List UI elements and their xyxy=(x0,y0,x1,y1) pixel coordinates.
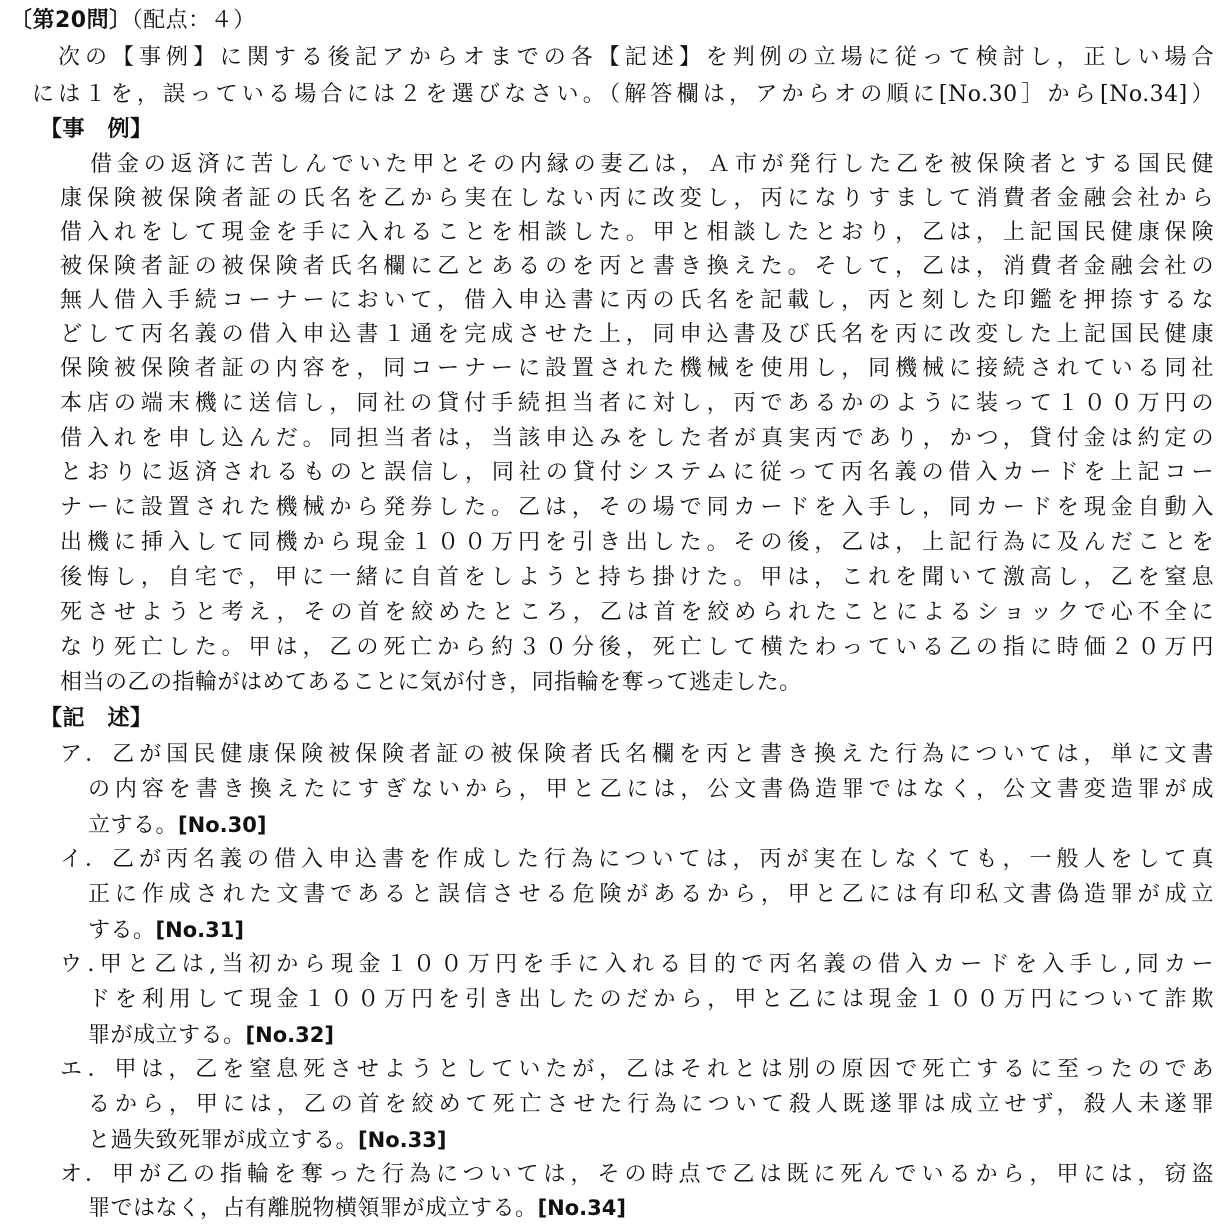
statement-a-line-1: ア．乙が国民健康保険被保険者証の被保険者氏名欄を丙と書き換えた行為については，単に文書 xyxy=(60,742,1214,767)
statement-i-line-1: イ．乙が丙名義の借入申込書を作成した行為については，丙が実在しなくても，一般人をして真 xyxy=(60,847,1214,872)
case-line-6: どして丙名義の借入申込書１通を完成させた上，同申込書及び氏名を丙に改変した上記国民健康 xyxy=(60,322,1214,347)
statements-heading: 【記 述】 xyxy=(40,706,153,731)
statement-u-text-end: 罪が成立する。 xyxy=(88,1023,246,1048)
instruction-line-1: 次の【事例】に関する後記アからオまでの各【記述】を判例の立場に従って検討し，正しい場合 xyxy=(58,45,1214,70)
case-line-12: 出機に挿入して同機から現金１００万円を引き出した。その後，乙は，上記行為に及んだことを xyxy=(60,530,1214,555)
statement-o-line-2 xyxy=(88,1193,626,1224)
case-line-13: 後悔し，自宅で，甲に一緒に自首をしようと持ち掛けた。甲は，これを聞いて激高し，乙を窒息 xyxy=(60,565,1214,590)
statement-o-line-1: オ．甲が乙の指輪を奪った行為については，その時点で乙は既に死んでいるから，甲には，窃盗 xyxy=(60,1162,1214,1187)
case-line-16: 相当の乙の指輪がはめてあることに気が付き，同指輪を奪って逃走した。 xyxy=(60,670,802,695)
case-line-11: ナーに設置された機械から発券した。乙は，その場で同カードを入手し，同カードを現金自動入 xyxy=(60,495,1214,520)
statement-e-line-3 xyxy=(88,1125,446,1156)
statement-i-text-end: する。 xyxy=(88,918,156,943)
statement-o-text-end: 罪ではなく，占有離脱物横領罪が成立する。 xyxy=(88,1196,538,1221)
statement-e-text-end: と過失致死罪が成立する。 xyxy=(88,1128,359,1153)
statement-e-line-2: るから，甲には，乙の首を絞めて死亡させた行為について殺人既遂罪は成立せず，殺人未遂罪 xyxy=(88,1092,1214,1117)
question-label: 〔第20問〕 xyxy=(10,8,132,33)
statement-u-line-2: ドを利用して現金１００万円を引き出したのだから，甲と乙には現金１００万円について詐欺 xyxy=(88,987,1214,1012)
case-line-4: 被保険者証の被保険者氏名欄に乙とあるのを丙と書き換えた。そして，乙は，消費者金融会社の xyxy=(60,254,1214,279)
statement-i-line-3 xyxy=(88,915,244,946)
case-heading: 【事 例】 xyxy=(40,117,153,142)
statement-u-line-1: ウ.甲と乙は,当初から現金１００万円を手に入れる目的で丙名義の借入カードを入手し,同カー xyxy=(60,952,1214,977)
answer-number-32: [No.32] xyxy=(245,1023,334,1047)
case-line-1: 借金の返済に苦しんでいた甲とその内縁の妻乙は，Ａ市が発行した乙を被保険者とする国民健 xyxy=(90,152,1214,177)
case-line-10: とおりに返済されるものと誤信し，同社の貸付システムに従って丙名義の借入カードを上記コー xyxy=(60,460,1214,485)
answer-number-34: [No.34] xyxy=(537,1196,626,1220)
statement-a-line-3 xyxy=(88,810,266,841)
case-line-8: 本店の端末機に送信し，同社の貸付手続担当者に対し，丙であるかのように装って１００万円の xyxy=(60,391,1214,416)
case-line-5: 無人借入手続コーナーにおいて，借入申込書に丙の氏名を記載し，丙と刻した印鑑を押捺するな xyxy=(60,288,1214,313)
question-header xyxy=(10,6,256,36)
question-points: （配点：４） xyxy=(131,8,256,33)
statement-u-line-3 xyxy=(88,1020,334,1051)
statement-e-line-1: エ．甲は，乙を窒息死させようとしていたが，乙はそれとは別の原因で死亡するに至ったのであ xyxy=(60,1057,1214,1082)
case-line-9: 借入れを申し込んだ。同担当者は，当該申込みをした者が真実丙であり，かつ，貸付金は約定の xyxy=(60,426,1214,451)
answer-number-31: [No.31] xyxy=(155,918,244,942)
answer-number-33: [No.33] xyxy=(358,1128,447,1152)
case-line-7: 保険被保険者証の内容を，同コーナーに設置された機械を使用し，同機械に接続されている同社 xyxy=(60,356,1214,381)
statement-a-text-end: 立する。 xyxy=(88,813,179,838)
case-line-2: 康保険被保険者証の氏名を乙から実在しない丙に改変し，丙になりすまして消費者金融会社から xyxy=(60,186,1214,211)
instruction-line-2: には１を，誤っている場合には２を選びなさい。（解答欄は，アからオの順に[No.30］から[No.34]） xyxy=(32,82,1214,107)
case-line-3: 借入れをして現金を手に入れることを相談した。甲と相談したとおり，乙は，上記国民健康保険 xyxy=(60,220,1214,245)
statement-i-line-2: 正に作成された文書であると誤信させる危険があるから，甲と乙には有印私文書偽造罪が成立 xyxy=(88,882,1214,907)
statement-a-line-2: の内容を書き換えたにすぎないから，甲と乙には，公文書偽造罪ではなく，公文書変造罪が成 xyxy=(88,777,1214,802)
answer-number-30: [No.30] xyxy=(178,813,267,837)
case-line-15: なり死亡した。甲は，乙の死亡から約３０分後，死亡して横たわっている乙の指に時価２０万円 xyxy=(60,635,1214,660)
case-line-14: 死させようと考え，その首を絞めたところ，乙は首を絞められたことによるショックで心不全に xyxy=(60,600,1214,625)
